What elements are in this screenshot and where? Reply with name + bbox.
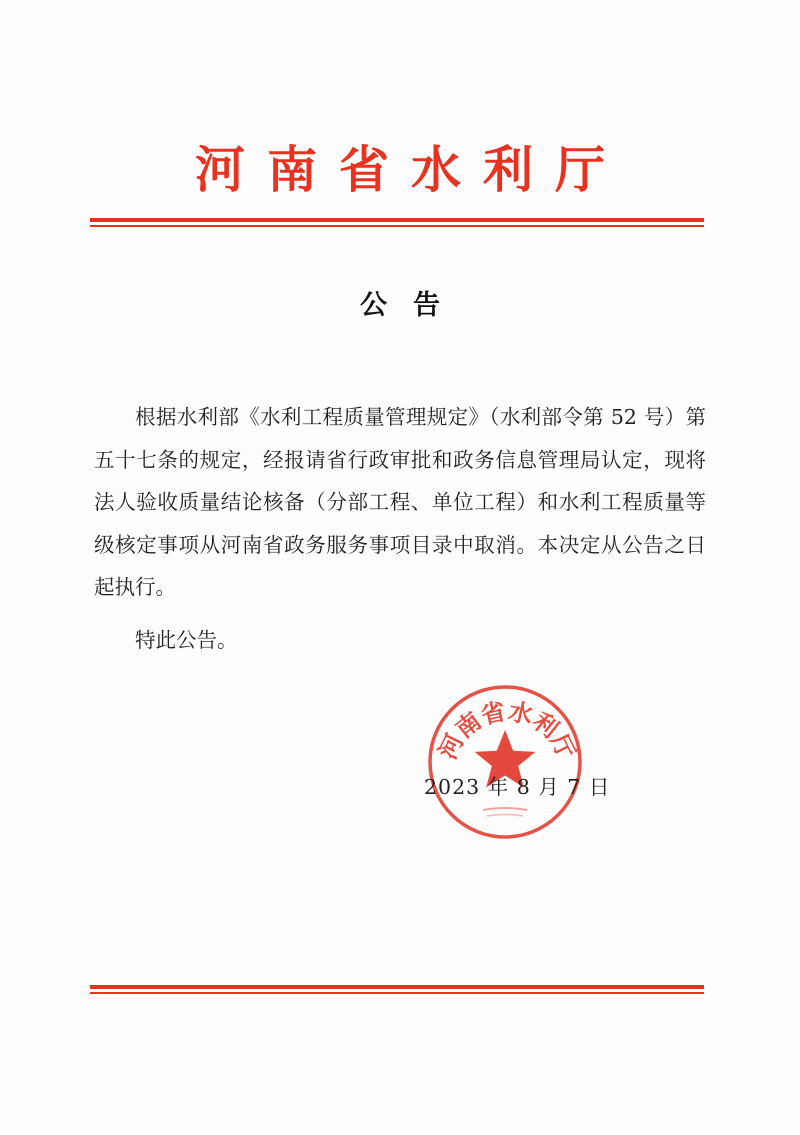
agency-masthead: 河南省水利厅 (195, 141, 627, 199)
notice-closing: 特此公告。 (135, 628, 238, 652)
seal-text: 河南省水利厅 (433, 697, 581, 764)
masthead-divider (90, 218, 704, 227)
official-seal (425, 682, 585, 842)
notice-body: 根据水利部《水利工程质量管理规定》（水利部令第 52 号）第五十七条的规定，经报请省行政审批和政务信息管理局认定，现将法人验收质量结论核备（分部工程、单位工程）和水利工程质量等级核定事项从河南省政务服务事项目录中取消。本决定从公告之日起执行。 (94, 405, 706, 599)
footer-divider (90, 985, 704, 994)
notice-title: 公告 (360, 290, 466, 321)
notice-date: 2023 年 8 月 7 日 (424, 775, 611, 799)
